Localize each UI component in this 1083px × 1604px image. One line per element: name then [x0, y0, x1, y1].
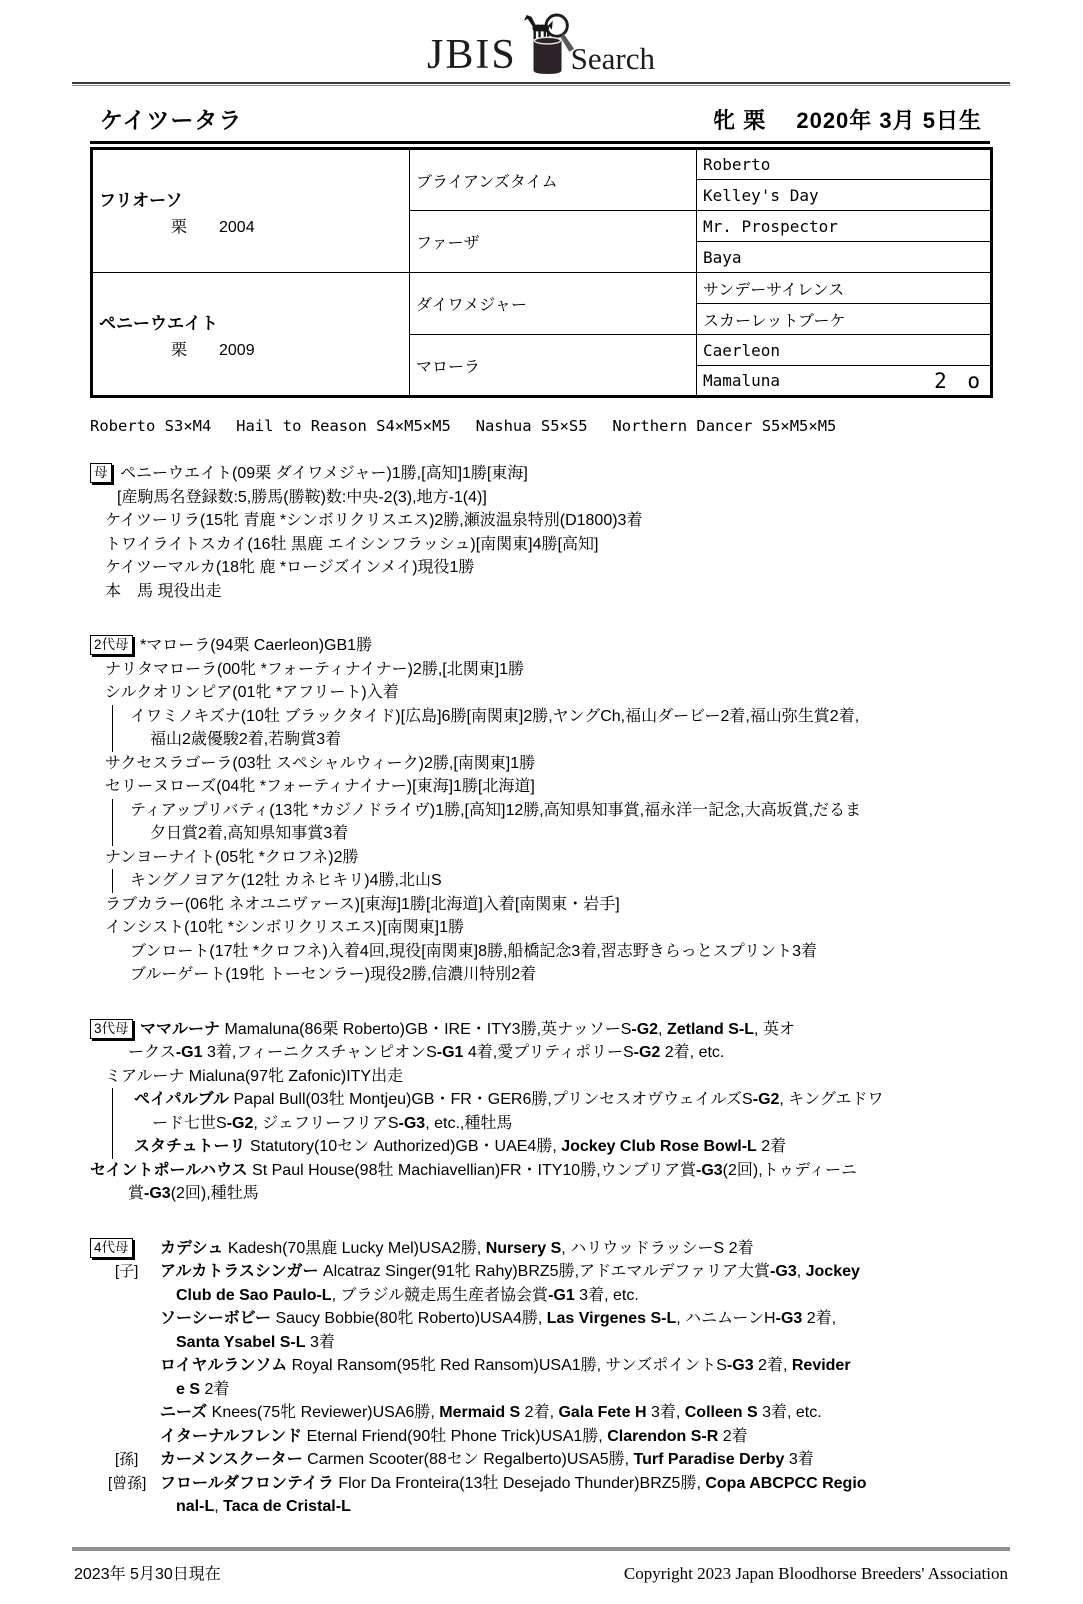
line-text: カーメンスクーター Carmen Scooter(88セン Regalberto)USA5勝, Turf Paradise Derby 3着 — [160, 1451, 814, 1468]
pedigree-line — [90, 1018, 990, 1042]
pedigree-section — [90, 1018, 990, 1206]
tree-connector-line — [112, 799, 113, 823]
relation-label: [子] — [115, 1263, 139, 1280]
tree-connector-line — [112, 1112, 113, 1136]
line-text: *マローラ(94栗 Caerleon)GB1勝 — [140, 637, 373, 654]
pedigree-line — [90, 1088, 990, 1112]
dam-cell — [92, 273, 410, 397]
page-note: 2 o — [934, 368, 984, 393]
sire-detail: 栗 2004 — [171, 218, 255, 236]
pedigree-section — [90, 1237, 990, 1519]
line-text: 賞-G3(2回),種牡馬 — [128, 1185, 259, 1202]
pedigree-line — [90, 509, 990, 533]
pedigree-line — [90, 1159, 990, 1183]
table-row — [92, 149, 992, 180]
pedigree-line — [90, 1448, 990, 1472]
pedigree-line — [90, 580, 990, 604]
pedigree-line — [90, 1065, 990, 1089]
sire-cell — [92, 149, 410, 273]
pedigree-line — [90, 1472, 990, 1496]
line-text: カデシュ Kadesh(70黒鹿 Lucky Mel)USA2勝, Nursery S, ハリウッドラッシーS 2着 — [160, 1239, 754, 1257]
ancestor-cell: Roberto — [697, 149, 992, 180]
generation-label-box: 4代母 — [90, 1238, 133, 1258]
pedigree-line — [90, 799, 990, 823]
pedigree-line — [90, 752, 990, 776]
relation-label: [曾孫] — [108, 1474, 147, 1492]
line-text: [産駒馬名登録数:5,勝馬(勝鞍)数:中央-2(3),地方-1(4)] — [117, 488, 487, 506]
sire-name: フリオーソ — [99, 190, 183, 210]
pedigree-line — [90, 1284, 990, 1308]
line-text: セリーヌローズ(04牝 *フォーティナイナー)[東海]1勝[北海道] — [105, 778, 535, 795]
ancestor-cell: Baya — [697, 242, 992, 273]
line-text: サクセスラゴーラ(03牡 スペシャルウィーク)2勝,[南関東]1勝 — [105, 754, 536, 772]
sire-dam-cell: ファーザ — [410, 211, 697, 273]
line-text: 本 馬 現役出走 — [105, 582, 222, 600]
line-text: ード七世S-G2, ジェフリーフリアS-G3, etc.,種牡馬 — [152, 1114, 513, 1132]
pedigree-line — [90, 1307, 990, 1331]
horse-name: ケイツータラ — [100, 107, 243, 133]
line-text: nal-L, Taca de Cristal-L — [176, 1498, 351, 1515]
pedigree-line — [90, 1378, 990, 1402]
pedigree-line — [90, 1041, 990, 1065]
jbis-search-logo — [72, 12, 1010, 76]
ancestor-cell: サンデーサイレンス — [697, 273, 992, 304]
pedigree-line — [90, 486, 990, 510]
pedigree-line — [90, 1112, 990, 1136]
pedigree-line — [90, 1425, 990, 1449]
line-text: トワイライトスカイ(16牡 黒鹿 エイシンフラッシュ)[南関東]4勝[高知] — [105, 535, 599, 553]
ancestor-cell: Kelley's Day — [697, 180, 992, 211]
pedigree-line — [90, 658, 990, 682]
pedigree-line — [90, 963, 990, 987]
line-text: ペニーウエイト(09栗 ダイワメジャー)1勝,[高知]1勝[東海] — [120, 465, 528, 482]
line-text: シルクオリンピア(01牝 *アフリート)入着 — [105, 684, 399, 701]
generation-label-box: 3代母 — [90, 1019, 133, 1039]
pedigree-line — [90, 846, 990, 870]
pedigree-line — [90, 681, 990, 705]
pedigree-section — [90, 634, 990, 987]
line-text: ークス-G1 3着,フィーニクスチャンピオンS-G1 4着,愛プリティポリーS-G2 2着, etc. — [128, 1044, 725, 1061]
generation-label-box: 2代母 — [90, 635, 133, 655]
pedigree-line — [90, 556, 990, 580]
pedigree-line — [90, 634, 990, 658]
tree-connector-line — [112, 1135, 113, 1159]
ancestor-cell — [697, 366, 992, 397]
line-text: ブルーゲート(19牝 トーセンラー)現役2勝,信濃川特別2着 — [130, 966, 537, 983]
line-text: ラブカラー(06牝 ネオユニヴァース)[東海]1勝[北海道]入着[南関東・岩手] — [105, 895, 620, 913]
line-text: e S 2着 — [176, 1380, 230, 1398]
horse-magnifier-bucket-icon — [519, 12, 577, 76]
line-text: スタチュトーリ Statutory(10セン Authorized)GB・UAE4勝, Jockey Club Rose Bowl-L 2着 — [134, 1138, 787, 1155]
line-text: ペイパルブル Papal Bull(03牡 Montjeu)GB・FR・GER6勝,プリンセスオヴウェイルズS-G2, キングエドワ — [134, 1091, 884, 1108]
relation-label: [孫] — [115, 1451, 139, 1468]
dam-line-sections — [90, 462, 990, 1519]
line-text: アルカトラスシンガー Alcatraz Singer(91牝 Rahy)BRZ5勝,アドエマルデファリア大賞-G3, Jockey — [160, 1263, 860, 1280]
line-text: ロイヤルランソム Royal Ransom(95牝 Red Ransom)USA1勝, サンズポイントS-G3 2着, Revider — [160, 1357, 851, 1374]
line-text: キングノヨアケ(12牡 カネヒキリ)4勝,北山S — [130, 872, 442, 889]
tree-connector-line — [112, 728, 113, 752]
copyright-text: Copyright 2023 Japan Bloodhorse Breeders' Association — [623, 1563, 1008, 1583]
table-row — [92, 273, 992, 304]
title-bar — [90, 86, 990, 144]
pedigree-line — [90, 1182, 990, 1206]
tree-connector-line — [112, 1088, 113, 1112]
line-text: セイントポールハウス St Paul House(98牡 Machiavellian)FR・ITY10勝,ウンブリア賞-G3(2回),トゥディーニ — [90, 1161, 857, 1179]
line-text: Santa Ysabel S-L 3着 — [176, 1333, 335, 1351]
pedigree-line — [90, 462, 990, 486]
line-text: Club de Sao Paulo-L, ブラジル競走馬生産者協会賞-G1 3着, etc. — [176, 1286, 639, 1304]
pedigree-line — [90, 1237, 990, 1261]
line-text: ニーズ Knees(75牝 Reviewer)USA6勝, Mermaid S 2着, Gala Fete H 3着, Colleen S 3着, etc. — [160, 1404, 822, 1421]
ancestor-name: Mamaluna — [703, 371, 781, 390]
footer — [72, 1551, 1010, 1584]
ancestor-cell: Mr. Prospector — [697, 211, 992, 242]
pedigree-line — [90, 1331, 990, 1355]
pedigree-table — [90, 147, 993, 398]
dam-sire-cell: ダイワメジャー — [410, 273, 697, 335]
line-text: インシスト(10牝 *シンボリクリスエス)[南関東]1勝 — [105, 919, 464, 936]
ancestor-cell: Caerleon — [697, 335, 992, 366]
line-text: フロールダフロンテイラ Flor Da Fronteira(13牡 Desejado Thunder)BRZ5勝, Copa ABCPCC Regio — [160, 1474, 867, 1492]
tree-connector-line — [112, 705, 113, 729]
horse-sex-color-birthdate: 牝 栗 2020年 3月 5日生 — [713, 108, 982, 133]
pedigree-line — [90, 1401, 990, 1425]
line-text: ナンヨーナイト(05牝 *クロフネ)2勝 — [105, 848, 359, 866]
inbreeding-summary: Roberto S3×M4 Hail to Reason S4×M5×M5 Nashua S5×S5 Northern Dancer S5×M5×M5 — [90, 417, 837, 435]
pedigree-line — [90, 940, 990, 964]
pedigree-line — [90, 728, 990, 752]
dam-name: ペニーウエイト — [99, 313, 218, 333]
tree-connector-line — [112, 869, 113, 893]
pedigree-line — [90, 1260, 990, 1284]
ancestor-cell: スカーレットブーケ — [697, 304, 992, 335]
pedigree-line — [90, 869, 990, 893]
line-text: ソーシーボビー Saucy Bobbie(80牝 Roberto)USA4勝, Las Virgenes S-L, ハニムーンH-G3 2着, — [160, 1310, 837, 1327]
line-text: イターナルフレンド Eternal Friend(90牡 Phone Trick)USA1勝, Clarendon S-R 2着 — [160, 1427, 748, 1445]
dam-detail: 栗 2009 — [171, 341, 255, 359]
line-text: ティアップリバティ(13牝 *カジノドライヴ)1勝,[高知]12勝,高知県知事賞,福永洋一記念,大高坂賞,だるま — [130, 801, 862, 819]
pedigree-line — [90, 893, 990, 917]
logo-search-text: Search — [570, 40, 656, 76]
as-of-date: 2023年 5月30日現在 — [74, 1565, 221, 1583]
pedigree-section — [90, 462, 990, 603]
line-text: ブンロート(17牡 *クロフネ)入着4回,現役[南関東]8勝,船橋記念3着,習志野きらっとスプリント3着 — [130, 942, 818, 960]
pedigree-line — [90, 1135, 990, 1159]
line-text: ミアルーナ Mialuna(97牝 Zafonic)ITY出走 — [105, 1067, 404, 1085]
pedigree-line — [90, 705, 990, 729]
pedigree-line — [90, 1495, 990, 1519]
sire-sire-cell: ブライアンズタイム — [410, 149, 697, 211]
pedigree-line — [90, 916, 990, 940]
pedigree-line — [90, 533, 990, 557]
pedigree-line — [90, 1354, 990, 1378]
line-text: ケイツーリラ(15牝 青鹿 *シンボリクリスエス)2勝,瀬波温泉特別(D1800)3着 — [105, 512, 643, 529]
pedigree-line — [90, 822, 990, 846]
pedigree-line — [90, 775, 990, 799]
document-body — [90, 86, 990, 1519]
logo-jbis-text: JBIS — [426, 32, 517, 78]
line-text: ナリタマローラ(00牝 *フォーティナイナー)2勝,[北関東]1勝 — [105, 660, 525, 678]
line-text: ママルーナ Mamaluna(86栗 Roberto)GB・IRE・ITY3勝,英ナッソーS-G2, Zetland S-L, 英オ — [140, 1020, 795, 1038]
generation-label-box: 母 — [90, 463, 112, 483]
tree-connector-line — [112, 822, 113, 846]
line-text: ケイツーマルカ(18牝 鹿 *ロージズインメイ)現役1勝 — [105, 559, 475, 576]
line-text: 福山2歳優駿2着,若駒賞3着 — [150, 731, 342, 748]
line-text: イワミノキズナ(10牡 ブラックタイド)[広島]6勝[南関東]2勝,ヤングCh,福山ダービー2着,福山弥生賞2着, — [130, 707, 860, 725]
dam-dam-cell: マローラ — [410, 335, 697, 397]
line-text: 夕日賞2着,高知県知事賞3着 — [150, 825, 349, 842]
